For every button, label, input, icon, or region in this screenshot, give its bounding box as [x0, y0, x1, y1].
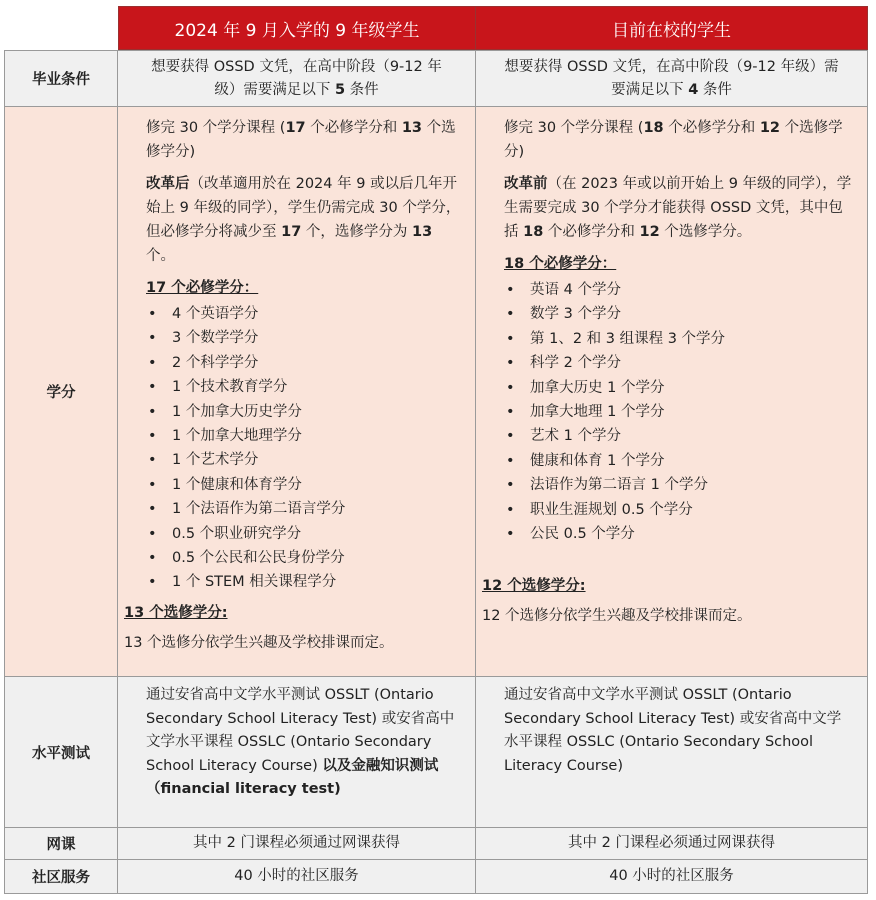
- required-credit-current-item: • 数学 3 个学分: [504, 302, 855, 326]
- required-credit-current-item: • 公民 0.5 个学分: [504, 522, 855, 546]
- header-blank-cell: [0, 0, 118, 50]
- required-credit-current-item: • 职业生涯规划 0.5 个学分: [504, 498, 855, 522]
- required-credit-2024-item: • 1 个健康和体育学分: [146, 473, 463, 497]
- credits-2024-required-heading: 17 个必修学分：: [146, 280, 259, 296]
- graduation-2024: [118, 50, 476, 107]
- literacy-2024: [118, 677, 476, 828]
- community-current: 40 小时的社区服务: [476, 860, 868, 894]
- required-credit-2024-item: • 0.5 个职业研究学分: [146, 522, 463, 546]
- row-label-community: 社区服务: [4, 860, 118, 894]
- literacy-current: [476, 677, 868, 828]
- required-credit-current-item: • 法语作为第二语言 1 个学分: [504, 473, 855, 497]
- required-credit-2024-item: • 1 个加拿大历史学分: [146, 400, 463, 424]
- community-2024: 40 小时的社区服务: [118, 860, 476, 894]
- row-label-literacy: 水平测试: [4, 677, 118, 828]
- required-credit-current-item: • 加拿大历史 1 个学分: [504, 376, 855, 400]
- online-2024: 其中 2 门课程必须通过网课获得: [118, 828, 476, 860]
- required-credit-2024-item: • 1 个 STEM 相关课程学分: [146, 570, 463, 594]
- credits-current: [476, 107, 868, 677]
- literacy-2024-financial-test: 以及金融知识测试（financial literacy test): [146, 757, 439, 797]
- required-credit-current-item: • 加拿大地理 1 个学分: [504, 400, 855, 424]
- credits-2024-elective-heading: 13 个选修学分:: [124, 604, 228, 621]
- graduation-2024-text: 想要获得 OSSD 文凭，在高中阶段（9-12 年级）需要满足以下 5 条件: [151, 58, 442, 98]
- credits-current-required-heading: 18 个必修学分：: [504, 256, 617, 272]
- literacy-2024-text: 通过安省高中文学水平测试 OSSLT (Ontario Secondary School Literacy Test) 或安省高中文学水平课程 OSSLC (Ontario Secondary School Literacy Course): [146, 687, 455, 774]
- credits-2024: [118, 107, 476, 677]
- required-credit-2024-item: • 1 个加拿大地理学分: [146, 424, 463, 448]
- credits-2024-elective-text: 13 个选修分依学生兴趣及学校排课而定。: [124, 634, 394, 651]
- online-current: 其中 2 门课程必须通过网课获得: [476, 828, 868, 860]
- credits-current-required-list: [504, 278, 855, 546]
- required-credit-2024-item: • 4 个英语学分: [146, 302, 463, 326]
- credits-current-elective-text: 12 个选修分依学生兴趣及学校排课而定。: [482, 608, 752, 625]
- required-credit-2024-item: • 3 个数学学分: [146, 326, 463, 350]
- credits-current-reform-note: 改革前（在 2023 年或以前开始上 9 年级的同学），学生需要完成 30 个学分才能获得 OSSD 文凭，其中包括 18 个必修学分和 12 个选修学分。: [504, 176, 852, 240]
- graduation-current: [476, 50, 868, 107]
- credits-2024-required-list: [146, 302, 463, 595]
- row-label-credits: 学分: [4, 107, 118, 677]
- required-credit-current-item: • 健康和体育 1 个学分: [504, 449, 855, 473]
- required-credit-2024-item: • 1 个法语作为第二语言学分: [146, 497, 463, 521]
- required-credit-current-item: • 第 1、2 和 3 组课程 3 个学分: [504, 327, 855, 351]
- literacy-current-text: 通过安省高中文学水平测试 OSSLT (Ontario Secondary School Literacy Test) 或安省高中文学水平课程 OSSLC (Ontario Secondary School Literacy Course): [504, 687, 842, 774]
- row-label-graduation: 毕业条件: [4, 50, 118, 107]
- row-label-online: 网课: [4, 828, 118, 860]
- required-credit-current-item: • 艺术 1 个学分: [504, 424, 855, 448]
- credits-current-elective-heading: 12 个选修学分:: [482, 578, 586, 595]
- credits-2024-reform-note: 改革后（改革適用於在 2024 年 9 或以后几年开始上 9 年级的同学），学生仍需完成 30 个学分，但必修学分将减少至 17 个，选修学分为 13 个。: [146, 176, 461, 264]
- required-credit-2024-item: • 2 个科学学分: [146, 351, 463, 375]
- required-credit-2024-item: • 0.5 个公民和公民身份学分: [146, 546, 463, 570]
- required-credit-current-item: • 科学 2 个学分: [504, 351, 855, 375]
- required-credit-current-item: • 英语 4 个学分: [504, 278, 855, 302]
- credits-current-summary: 修完 30 个学分课程 (18 个必修学分和 12 个选修学分): [504, 120, 843, 160]
- header-2024-students: 2024 年 9 月入学的 9 年级学生: [118, 6, 476, 50]
- credits-2024-summary: 修完 30 个学分课程 (17 个必修学分和 13 个选修学分): [146, 120, 456, 160]
- graduation-current-text: 想要获得 OSSD 文凭，在高中阶段（9-12 年级）需要满足以下 4 条件: [504, 58, 839, 98]
- required-credit-2024-item: • 1 个技术教育学分: [146, 375, 463, 399]
- required-credit-2024-item: • 1 个艺术学分: [146, 448, 463, 472]
- header-current-students: 目前在校的学生: [476, 6, 868, 50]
